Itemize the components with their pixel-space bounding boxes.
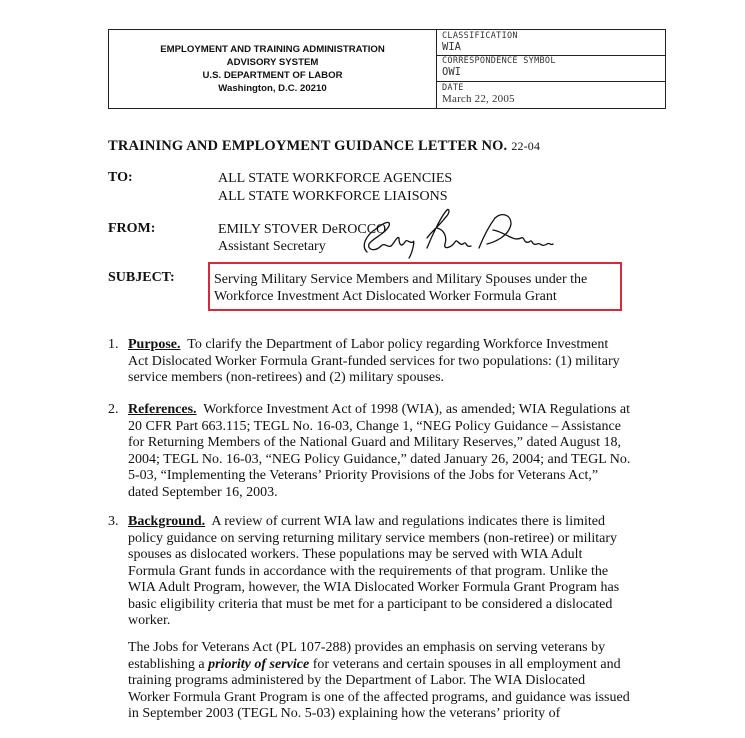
section-1-line-3: service members (non-retirees) and (2) military spouses. [128, 370, 445, 385]
section-2-line-1 [128, 402, 630, 419]
from-line-1: EMILY STOVER DeROCCO [218, 222, 387, 237]
priority-of-service-emphasis: priority of service [208, 656, 310, 672]
agency-line-1: EMPLOYMENT AND TRAINING ADMINISTRATION [160, 44, 385, 55]
section-2-line-4: 2004; TEGL No. 16-03, “NEG Policy Guidance,” dated January 26, 2004; and TEGL No. [128, 451, 631, 467]
section-2-heading: References. [128, 402, 197, 417]
section-3-line-5: WIA Adult Program, however, the WIA Dislocated Worker Formula Grant Program has [128, 580, 620, 595]
signature-image [355, 208, 555, 260]
para-line-2-pre: establishing a [128, 656, 209, 672]
section-2-line-3: for Returning Members of the National Guard and Military Reserves,” dated August 18, [128, 435, 621, 450]
to-line-2: ALL STATE WORKFORCE LIAISONS [218, 189, 448, 204]
para-line-1: The Jobs for Veterans Act (PL 107-288) provides an emphasis on serving veterans by [128, 640, 606, 655]
agency-line-4: Washington, D.C. 20210 [218, 83, 327, 94]
section-3-number: 3. [108, 514, 119, 529]
section-1-first-line: To clarify the Department of Labor policy regarding Workforce Investment [187, 337, 609, 352]
agency-line-3: U.S. DEPARTMENT OF LABOR [202, 70, 343, 81]
agency-line-2: ADVISORY SYSTEM [226, 57, 319, 68]
section-3-first-line: A review of current WIA law and regulations indicates there is limited [211, 514, 605, 529]
section-2-references [128, 402, 630, 501]
header-box [108, 29, 666, 109]
section-3-heading: Background. [128, 514, 206, 529]
correspondence-label: CORRESPONDENCE SYMBOL [442, 56, 556, 66]
from-label: FROM: [108, 221, 156, 236]
to-recipients [218, 170, 452, 206]
subject-text [214, 271, 587, 305]
date-label: DATE [442, 83, 464, 93]
agency-block [109, 30, 437, 108]
section-3-line-2: policy guidance on serving returning military service members (non-retiree) or military [128, 530, 618, 546]
section-3-line-1 [128, 514, 619, 531]
section-2-first-line: Workforce Investment Act of 1998 (WIA), as amended; WIA Regulations at [203, 402, 630, 417]
letter-title-text: TRAINING AND EMPLOYMENT GUIDANCE LETTER NO. [108, 138, 508, 154]
classification-label: CLASSIFICATION [442, 31, 518, 41]
letter-title [108, 138, 540, 155]
correspondence-row [437, 56, 665, 82]
section-3-line-7: worker. [128, 613, 171, 628]
letter-number: 22-04 [511, 139, 541, 153]
to-label: TO: [108, 170, 133, 185]
section-3-paragraph-2 [128, 640, 630, 723]
section-2-line-5: 5-03, “Implementing the Veterans’ Priority Provisions of the Jobs for Veterans Act,” [128, 468, 599, 483]
para-line-4: Worker Formula Grant Program is one of the affected programs, and guidance was issued [128, 689, 630, 705]
section-3-background [128, 514, 619, 630]
section-1-number: 1. [108, 337, 119, 352]
section-1-purpose [128, 337, 620, 387]
section-3-line-3: spouses as dislocated workers. These populations may be served with WIA Adult [128, 547, 583, 562]
section-3-line-6: basic eligibility criteria that must be met for a participant to be considered a dislocated [128, 596, 613, 612]
subject-line-2: Workforce Investment Act Dislocated Worker Formula Grant [214, 289, 557, 304]
para-line-3: training programs administered by the Department of Labor. The WIA Dislocated [128, 673, 586, 688]
date-row [437, 83, 665, 108]
section-1-line-1 [128, 337, 620, 354]
para-line-2 [128, 657, 630, 674]
from-line-2: Assistant Secretary [218, 239, 326, 254]
section-3-line-4: Formula Grant funds in accordance with the requirements of that program. Unlike the [128, 563, 609, 579]
para-line-5: in September 2003 (TEGL No. 5-03) explaining how the veterans’ priority of [128, 706, 561, 721]
section-2-line-2: 20 CFR Part 663.115; TEGL No. 16-03, Change 1, “NEG Policy Guidance – Assistance [128, 418, 621, 434]
date-value: March 22, 2005 [442, 93, 515, 105]
metadata-block [437, 30, 665, 108]
section-1-line-2: Act Dislocated Worker Formula Grant-funded services for two populations: (1) military [128, 353, 620, 369]
subject-label: SUBJECT: [108, 270, 175, 285]
section-2-number: 2. [108, 402, 119, 417]
classification-row [437, 31, 665, 56]
to-line-1: ALL STATE WORKFORCE AGENCIES [218, 171, 453, 186]
section-1-heading: Purpose. [128, 337, 181, 352]
classification-value: WIA [442, 41, 461, 53]
para-line-2-post: for veterans and certain spouses in all employment and [309, 656, 621, 672]
subject-line-1: Serving Military Service Members and Military Spouses under the [214, 272, 588, 287]
correspondence-value: OWI [442, 66, 461, 78]
section-2-line-6: dated September 16, 2003. [128, 484, 278, 500]
